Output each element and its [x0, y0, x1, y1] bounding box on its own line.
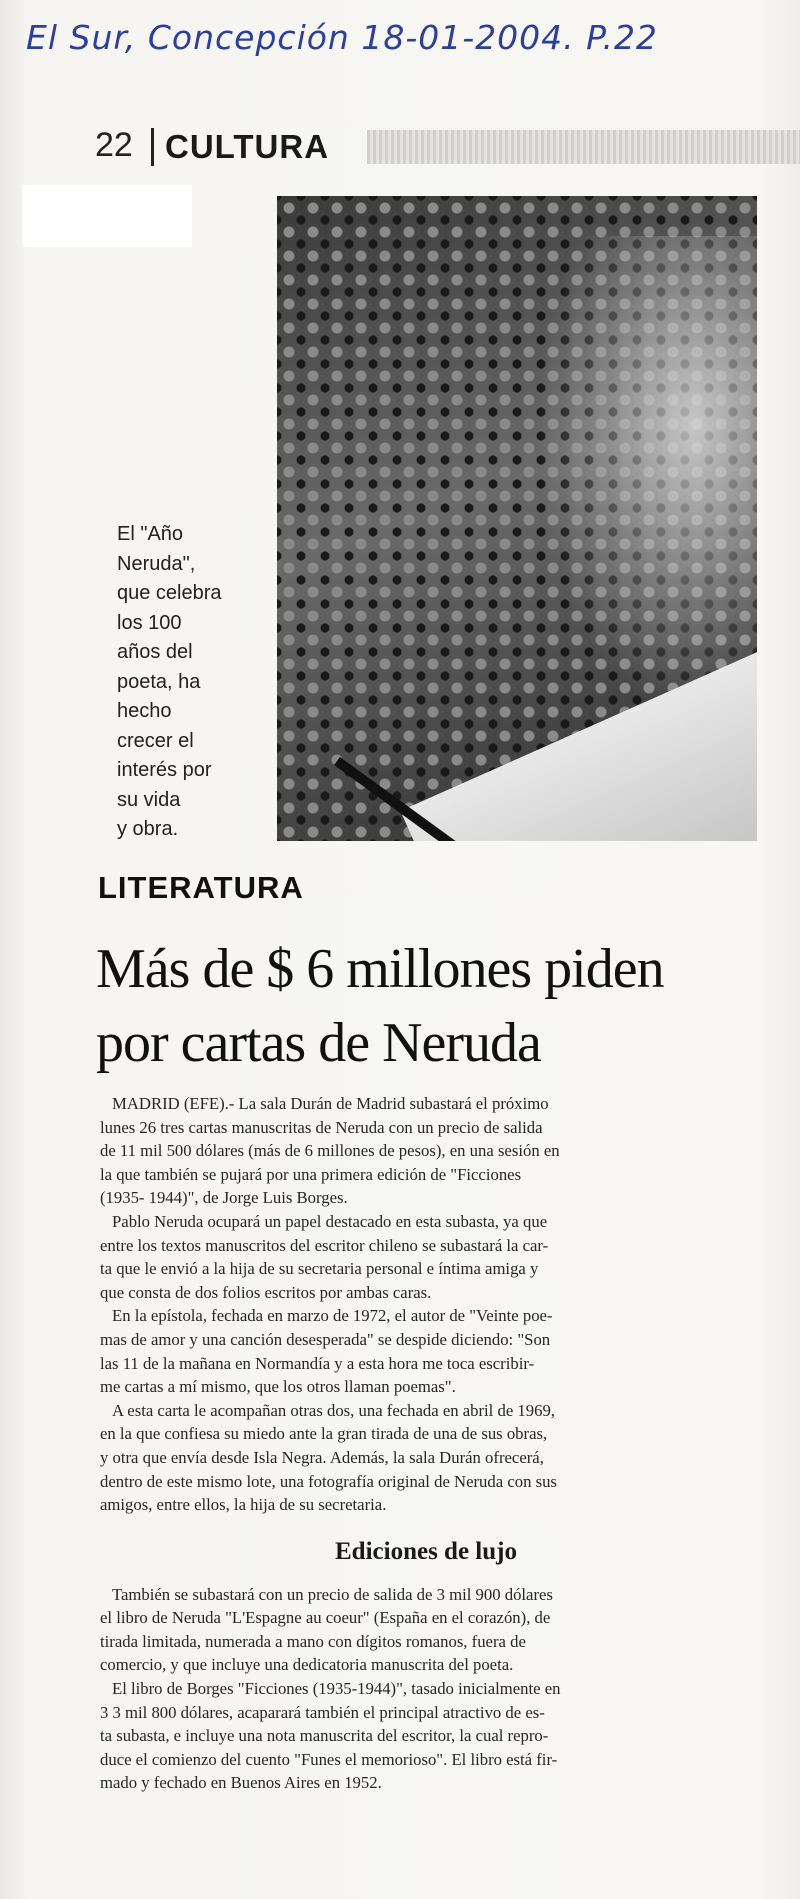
caption-line: Neruda", [117, 552, 196, 575]
caption-line: que celebra [117, 582, 222, 604]
body-line: El libro de Borges "Ficciones (1935-1944)", tasado inicialmente en [112, 1679, 561, 1699]
body-line: En la epístola, fechada en marzo de 1972, el autor de "Veinte poe- [112, 1306, 553, 1326]
article-headline [96, 932, 776, 1080]
body-line: (1935- 1944)", de Jorge Luis Borges. [100, 1188, 348, 1208]
caption-line: interés por [117, 759, 212, 781]
body-line: me cartas a mí mismo, que los otros llaman poemas". [100, 1377, 456, 1397]
body-line: 3 3 mil 800 dólares, acaparará también el principal atractivo de es- [100, 1702, 545, 1722]
body-line: mado y fechado en Buenos Aires en 1952. [100, 1773, 382, 1793]
article-kicker: LITERATURA [98, 870, 304, 905]
body-line: de 11 mil 500 dólares (más de 6 millones de pesos), en una sesión en [100, 1141, 560, 1161]
section-name: CULTURA [165, 128, 330, 165]
article-photo [277, 196, 757, 841]
page-number: 22 [95, 126, 133, 164]
body-line: También se subastará con un precio de salida de 3 mil 900 dólares [112, 1584, 553, 1604]
body-line: MADRID (EFE).- La sala Durán de Madrid subastará el próximo [112, 1094, 549, 1113]
caption-line: su vida [117, 788, 181, 811]
caption-line: años del [117, 641, 193, 663]
body-line: mas de amor y una canción desesperada" se despide diciendo: "Son [100, 1329, 551, 1349]
body-line: entre los textos manuscritos del escritor chileno se subastará la car- [100, 1235, 549, 1255]
caption-line: poeta, ha [117, 670, 201, 693]
body-line: dentro de este mismo lote, una fotografía original de Neruda con sus [100, 1471, 557, 1491]
body-line: duce el comienzo del cuento "Funes el memorioso". El libro está fir- [100, 1749, 558, 1769]
caption-line: crecer el [117, 729, 194, 752]
body-line: en la que confiesa su miedo ante la gran tirada de una de sus obras, [100, 1424, 548, 1444]
section-band [367, 130, 800, 164]
body-line: la que también se pujará por una primera edición de "Ficciones [100, 1164, 522, 1184]
body-line: ta subasta, e incluye una nota manuscrita del escritor, la cual repro- [100, 1726, 549, 1746]
caption-line: hecho [117, 700, 172, 722]
caption-line: El "Año [117, 523, 184, 545]
blank-patch [22, 185, 192, 247]
header-divider [151, 128, 154, 166]
body-line: el libro de Neruda "L'Espagne au coeur" (España en el corazón), de [100, 1608, 551, 1628]
body-line: lunes 26 tres cartas manuscritas de Neruda con un precio de salida [100, 1117, 543, 1137]
body-line: que consta de dos folios escritos por ambas caras. [100, 1282, 432, 1302]
caption-line: los 100 [117, 611, 182, 634]
photo-caption [117, 520, 267, 845]
body-line: tirada limitada, numerada a mano con dígitos romanos, fuera de [100, 1631, 526, 1651]
article-subhead: Ediciones de lujo [335, 1537, 517, 1565]
body-line: las 11 de la mañana en Normandía y a esta hora me toca escribir- [100, 1353, 535, 1373]
photo-highlight [537, 236, 757, 716]
article-body [100, 1092, 752, 1795]
section-header [95, 126, 800, 170]
handwritten-source-note: El Sur, Concepción 18-01-2004. P.22 [26, 18, 658, 57]
body-line: Pablo Neruda ocupará un papel destacado en esta subasta, ya que [112, 1211, 548, 1231]
headline-line: por cartas de Neruda [96, 1012, 541, 1074]
body-line: amigos, entre ellos, la hija de su secretaria. [100, 1495, 387, 1515]
caption-line: y obra. [117, 818, 179, 840]
body-line: ta que le envió a la hija de su secretaria personal e íntima amiga y [100, 1259, 539, 1279]
body-line: comercio, y que incluye una dedicatoria manuscrita del poeta. [100, 1655, 514, 1675]
body-line: y otra que envía desde Isla Negra. Además, la sala Durán ofrecerá, [100, 1447, 544, 1467]
body-line: A esta carta le acompañan otras dos, una fechada en abril de 1969, [112, 1400, 555, 1420]
headline-line: Más de $ 6 millones piden [96, 938, 664, 1000]
